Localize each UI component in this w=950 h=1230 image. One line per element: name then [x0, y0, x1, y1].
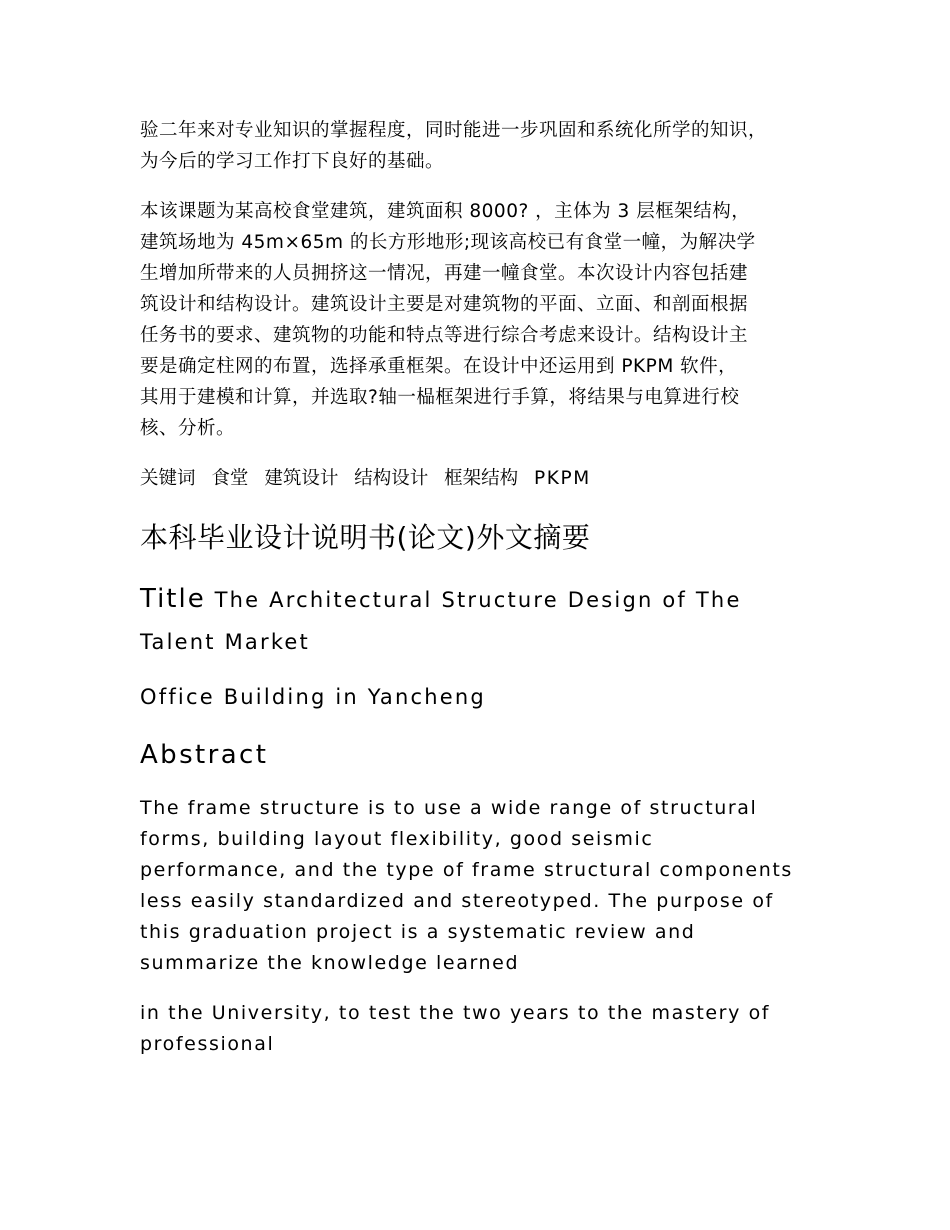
project-line-6: 要是确定柱网的布置，选择承重框架。在设计中还运用到 PKPM 软件， [140, 356, 738, 377]
abstract-line: this graduation project is a systematic review and [140, 921, 696, 943]
project-line-3: 生增加所带来的人员拥挤这一情况，再建一幢食堂。本次设计内容包括建 [140, 263, 749, 284]
keyword-item: PKPM [534, 468, 591, 489]
project-paragraph [140, 196, 756, 444]
abstract-line: in the University, to test the two years to the mastery of [140, 1002, 771, 1024]
keyword-item: 结构设计 [354, 468, 429, 489]
abstract-paragraph-1 [140, 793, 793, 979]
abstract-line: summarize the knowledge learned [140, 952, 520, 974]
project-line-4: 筑设计和结构设计。建筑设计主要是对建筑物的平面、立面、和剖面根据 [140, 294, 749, 315]
intro-line-2: 为今后的学习工作打下良好的基础。 [140, 151, 445, 172]
intro-paragraph [140, 115, 767, 177]
abstract-line: professional [140, 1033, 275, 1055]
title-text-1: The Architectural Structure Design of The [214, 588, 742, 612]
keyword-item: 框架结构 [444, 468, 519, 489]
keyword-item: 建筑设计 [264, 468, 339, 489]
keywords-label: 关键词 [140, 468, 196, 489]
abstract-line: The frame structure is to use a wide range of structural [140, 797, 758, 819]
abstract-paragraph-2 [140, 998, 770, 1060]
title-label: Title [140, 584, 206, 614]
intro-line-1: 验二年来对专业知识的掌握程度，同时能进一步巩固和系统化所学的知识， [140, 120, 768, 141]
title-line-2: Talent Market [140, 630, 310, 654]
keyword-item: 食堂 [211, 468, 249, 489]
title-line-1 [140, 578, 742, 621]
title-block [140, 578, 742, 663]
title-line-3: Office Building in Yancheng [140, 685, 486, 709]
project-line-2: 建筑场地为 45m×65m 的长方形地形;现该高校已有食堂一幢，为解决学 [140, 232, 756, 253]
project-line-7: 其用于建模和计算，并选取?轴一榀框架进行手算，将结果与电算进行校 [140, 387, 740, 408]
project-line-5: 任务书的要求、建筑物的功能和特点等进行综合考虑来设计。结构设计主 [140, 325, 749, 346]
foreign-abstract-heading: 本科毕业设计说明书(论文)外文摘要 [140, 521, 591, 554]
keywords-line [140, 463, 591, 494]
abstract-line: forms, building layout flexibility, good seismic [140, 828, 654, 850]
abstract-heading: Abstract [140, 740, 269, 770]
project-line-8: 核、分析。 [140, 418, 236, 439]
project-line-1: 本该课题为某高校食堂建筑，建筑面积 8000? ，主体为 3 层框架结构， [140, 201, 751, 222]
abstract-line: less easily standardized and stereotyped. The purpose of [140, 890, 774, 912]
abstract-line: performance, and the type of frame structural components [140, 859, 793, 881]
